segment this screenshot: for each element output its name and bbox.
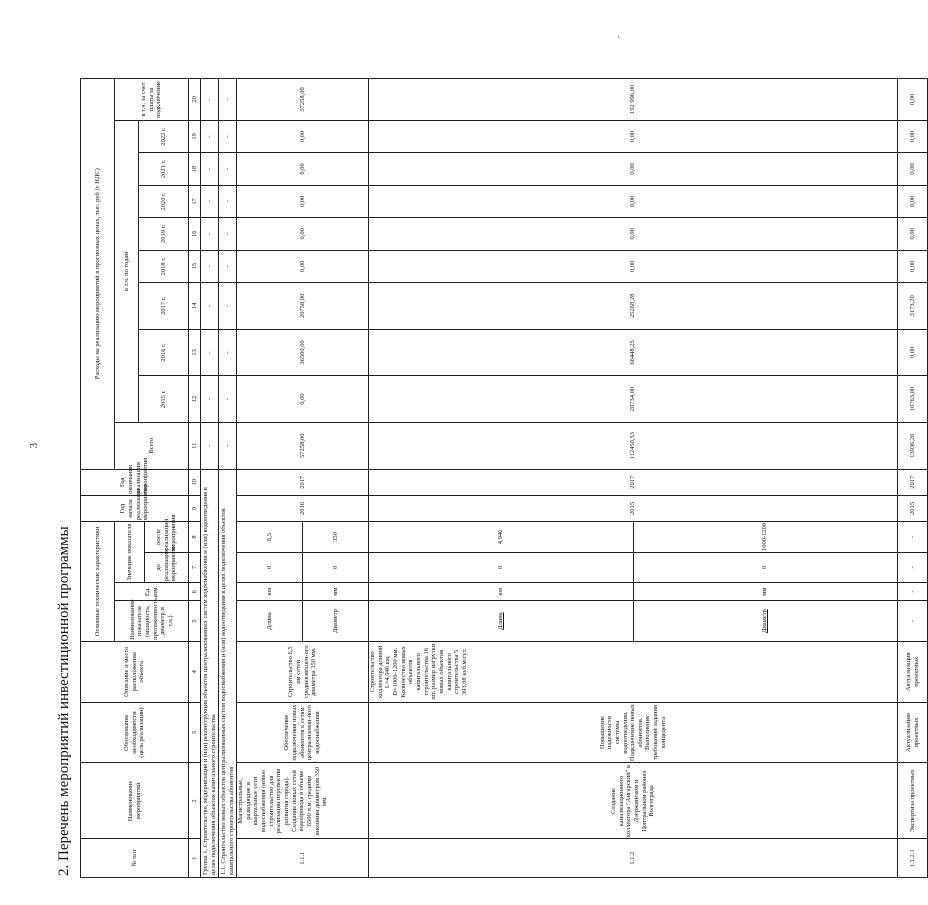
- row-2015: 0,00: [237, 376, 369, 423]
- col-num-7: 7: [189, 552, 201, 582]
- header-param: Наименование показателя (мощность, протяженность, диаметр и т.п.): [115, 601, 189, 642]
- row-2020: 0,00: [898, 185, 928, 217]
- header-year-2022: 2022 г.: [139, 120, 189, 152]
- row-unit: [369, 583, 898, 601]
- row-before: 0: [237, 552, 303, 582]
- row-after: -: [898, 522, 928, 552]
- row-fee: 57258,00: [237, 79, 369, 121]
- row-after: [369, 522, 898, 552]
- row-before-1: 0: [369, 553, 633, 582]
- col-num-9: 9: [189, 495, 201, 521]
- row-2019: 0,00: [898, 218, 928, 250]
- group-1-title: Группа 1. Строительство, модернизация и (или) реконструкция объектов централизованных систем водоснабжения и (или) водоотведения в целях подключения объектов капитального строительства: [201, 469, 219, 877]
- row-start: 2016: [237, 495, 369, 521]
- col-num-2: 2: [189, 763, 201, 839]
- header-year-2015: 2015 г.: [139, 376, 189, 423]
- row-2019: 0,00: [369, 218, 898, 250]
- header-value: Значение показателя: [115, 522, 145, 583]
- header-no: № п/п: [81, 839, 189, 878]
- header-start-year: Год начала реализации мероприятия: [81, 495, 189, 521]
- row-param: Длина: [237, 601, 303, 642]
- row-total: 112450,53: [369, 422, 898, 469]
- row-justification: Обеспечение подключения новых абонентов к сетям централизован-ного водоснабжения: [237, 702, 369, 763]
- subgroup-1-1-title: 1.1. Строительство новых объектов централизованных систем водоснабжения и (или) водоотведения в целях подключения объектов капитального строительства абонентов: [219, 469, 237, 877]
- col-num-19: 19: [189, 120, 201, 152]
- col-num-16: 16: [189, 218, 201, 250]
- row-before: -: [898, 552, 928, 582]
- col-num-10: 10: [189, 469, 201, 495]
- col-num-4: 4: [189, 641, 201, 702]
- row-end: 2017: [237, 469, 369, 495]
- row-2015: 20734,00: [369, 376, 898, 423]
- row-2022: 0,00: [369, 120, 898, 152]
- col-num-6: 6: [189, 583, 201, 601]
- page-number: 3: [29, 443, 40, 448]
- col-num-1: 1: [189, 839, 201, 878]
- header-costs: Расходы на реализацию мероприятий в прогнозных ценах, тыс. руб (с НДС): [81, 79, 115, 470]
- row-2018: 0,00: [369, 250, 898, 282]
- group-1-total: -: [201, 422, 219, 469]
- col-num-3: 3: [189, 702, 201, 763]
- row-2017: 25268,28: [369, 283, 898, 330]
- row-2016: 0,00: [898, 329, 928, 376]
- header-year-2019: 2019 г.: [139, 218, 189, 250]
- row-total: 13936,20: [898, 422, 928, 469]
- row-before: 0: [303, 552, 369, 582]
- row-2017: 20758,00: [237, 283, 369, 330]
- col-num-14: 14: [189, 283, 201, 330]
- header-name: Наименование мероприятий: [81, 763, 189, 839]
- row-start: 2015: [369, 495, 898, 521]
- row-name: Создание канализационного коллектора "Ангарский" в Дзержинском и Центральном районах Волгограда: [369, 763, 898, 839]
- header-unit: Ед. изм.: [115, 583, 189, 601]
- row-param: [369, 601, 898, 642]
- row-after: 6,5: [237, 522, 303, 552]
- section-heading: 2. Перечень мероприятий инвестиционной программы: [56, 526, 72, 876]
- row-unit-1: км: [369, 583, 633, 600]
- header-before: до реализации мероприятия: [145, 552, 189, 582]
- header-end-year: Год окончания реализации мероприятия: [81, 469, 189, 495]
- table-row: [369, 79, 898, 878]
- row-2021: 0,00: [898, 153, 928, 185]
- row-after: 350: [303, 522, 369, 552]
- row-unit-2: мм: [761, 587, 769, 596]
- row-name: Экспертиза проектных: [898, 763, 928, 839]
- row-before: [369, 552, 898, 582]
- row-description: Актуализация проектных: [898, 641, 928, 702]
- header-by-years: в т.ч. по годам: [115, 120, 139, 422]
- row-2015: 10763,00: [898, 376, 928, 423]
- row-start: 2015: [898, 495, 928, 521]
- row-2019: 0,00: [237, 218, 369, 250]
- row-no: 1.1.2: [369, 839, 898, 878]
- row-description: Строительство коллектора длиной L=4,946 км, D=1000-1200 мм. Количество новых объектов капитального строительства 16 шт. размер нагрузки новых объектов капитального строительства 5 393,08 куб.м/сут.: [369, 641, 898, 702]
- row-fee: 192 996,00: [369, 79, 898, 121]
- row-unit: км: [237, 583, 303, 601]
- row-param: -: [898, 601, 928, 642]
- col-num-8: 8: [189, 522, 201, 552]
- row-2016: 66448,25: [369, 329, 898, 376]
- row-2021: 0,00: [369, 153, 898, 185]
- rotated-table-container: [80, 78, 920, 878]
- row-2020: 0,00: [237, 185, 369, 217]
- col-num-18: 18: [189, 153, 201, 185]
- header-justification: Обоснование необходимости (цель реализации): [81, 702, 189, 763]
- row-param-1: Длина: [369, 601, 633, 641]
- col-num-5: 5: [189, 601, 201, 642]
- row-2017: 3173,20: [898, 283, 928, 330]
- header-total: Всего: [115, 422, 189, 469]
- col-num-20: 20: [189, 79, 201, 121]
- col-num-17: 17: [189, 185, 201, 217]
- col-num-11: 11: [189, 422, 201, 469]
- col-num-12: 12: [189, 376, 201, 423]
- row-end: 2017: [898, 469, 928, 495]
- row-2022: 0,00: [898, 120, 928, 152]
- row-unit: -: [898, 583, 928, 601]
- header-year-2017: 2017 г.: [139, 283, 189, 330]
- header-connection-fee: в т.ч. за счет платы за подключение: [115, 79, 189, 121]
- row-justification: Актуализация проектных: [898, 702, 928, 763]
- row-2022: 0,00: [237, 120, 369, 152]
- header-year-2021: 2021 г.: [139, 153, 189, 185]
- row-no: 1.1.2.1: [898, 839, 928, 878]
- row-param: Диаметр: [303, 601, 369, 642]
- col-num-15: 15: [189, 250, 201, 282]
- row-total: 57258,00: [237, 422, 369, 469]
- row-2021: 0,00: [237, 153, 369, 185]
- row-fee: 0,00: [898, 79, 928, 121]
- header-year-2016: 2016 г.: [139, 329, 189, 376]
- header-after: после реализации мероприятия: [145, 522, 189, 552]
- scan-speck: ·: [617, 32, 620, 42]
- row-2016: 36500,00: [237, 329, 369, 376]
- row-name: Магистральные, разводящие и квартальные сети водоснабжения (новое строительство для реализации перспектив развития города). Создание новых сетей водопровода в объеме 6500 п.м. средним внешним диаметром 350 мм.: [237, 763, 369, 839]
- header-year-2020: 2020 г.: [139, 185, 189, 217]
- row-end: 2017: [369, 469, 898, 495]
- row-unit: мм: [303, 583, 369, 601]
- row-after-2: 1000-1200: [761, 522, 769, 552]
- table-row: [237, 79, 303, 878]
- row-param-2: Диаметр: [761, 609, 769, 634]
- row-justification: Повышение надежности системы водоотведения. Подключение новых абонентов. Выполнение требований задания концедента: [369, 702, 898, 763]
- row-2018: 0,00: [898, 250, 928, 282]
- row-description: Строительство 6,5 км сетей средневзвешен-ого диаметра 350 мм.: [237, 641, 369, 702]
- investment-program-table: № п/п Наименование мероприятий Обоснование необходимости (цель реализации) Описание и место расположения объекта Основные технические характеристики Год начала реализации мероприятия Год окончания реализации мероприятия Расходы на реализацию мероприятий в прогнозных ценах, тыс. руб (с НДС) Наименование показателя (мощность, протяженность, диаметр и т.п.) Ед. изм. Значение показателя Всего в т.ч. по годам в т.ч. за счет платы за подключение 2015 г. 2016 г. 2017 г. 2018 г. 2019 г. 2020 г. 2021 г. 2022 г. до реализации мероприятия после реализации мероприятия 1 2 3 4 5 6 7 8 9 10 11 12 13 14 15 16 17 18 19 20 Группа 1. Строительство, модернизация и (или) реконструкция объектов централизованных систем водоснабжения и (или) водоотведения в целях подключения объектов капитального строительства - - - - - - - - - - 1.1. Строительство новых объектов централизованных систем водоснабжения и (или) водоотведения в целях подключения объектов капитального строительства абонентов - - - - - - - - - - 1.1.1 Магистральные, разводящие и квартальные сети водоснабжения (новое строительство для реализации перспектив развития города). Создание новых сетей водопровода в объеме 6500 п.м. средним внешним диаметром 350 мм. Обеспечение подключения новых абонентов к сетям централизован-ного водоснабжения Строительство 6,5 км сетей средневзвешен-ого диаметра 350 мм. Длина км 0 6,5 2016 2017 57258,00 0,00 36500,00 20758,00 0,00 0,00 0,00 0,00 0,00 57258,00 Диаметр мм 0 350 1.1.2 Создание канализационного коллектора "Ангарский" в Дзержинском и Центральном районах Волгограда Повышение надежности системы водоотведения. Подключение новых абонентов. Выполнение требований задания концедента Строительство коллектора длиной L=4,946 км, D=1000-1200 мм. Количество новых объектов капитального строительства 16 шт. размер нагрузки новых объектов капитального строительства 5 393,08 куб.м/сут. Длина Диаметр км мм 0 0 4,946 1000-1200 2015 2017 112450,53 20734,00 66448,25 25268,28 0,00 0,00 0,00 0,00 0,00 192 996,00 1.1.2.1 Экспертиза проектных Актуализация проектных Актуализация проектных - - - - 2015 2017 13936,20 10763,00 0,00 3173,20 0,00 0,00 0,00 0,00 0,00 0,00: [80, 78, 928, 878]
- row-2018: 0,00: [237, 250, 369, 282]
- row-no: 1.1.1: [237, 839, 369, 878]
- header-year-2018: 2018 г.: [139, 250, 189, 282]
- row-2020: 0,00: [369, 185, 898, 217]
- row-before-2: 0: [761, 565, 769, 569]
- row-after-1: 4,946: [369, 522, 633, 551]
- header-tech: Основные технические характеристики: [81, 522, 115, 642]
- table-row: [898, 79, 928, 878]
- header-description: Описание и место расположения объекта: [81, 641, 189, 702]
- col-num-13: 13: [189, 329, 201, 376]
